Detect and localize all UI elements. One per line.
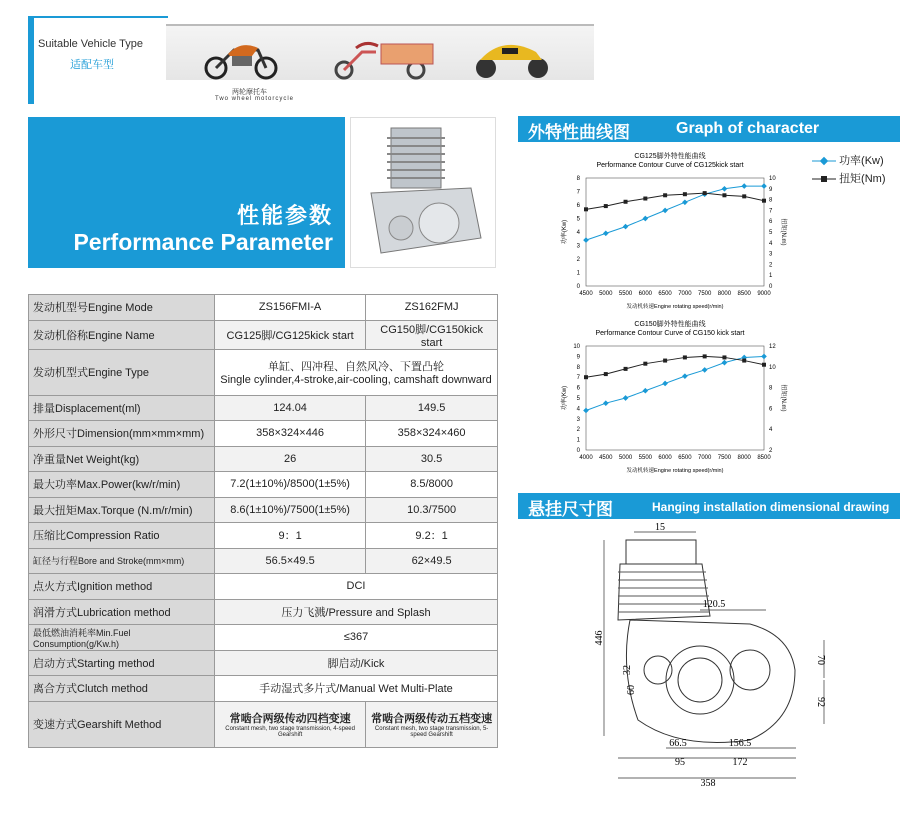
power-point (722, 360, 728, 366)
spec-value-text-en: Constant mesh, two stage transmission, 5-speed Gearshift (374, 726, 489, 738)
chart-subtitle: Performance Contour Curve of CG125kick start (596, 162, 744, 169)
y2-tick-label: 0 (769, 284, 773, 290)
legend-torque-label: 扭矩(Nm) (839, 173, 886, 185)
power-point (643, 388, 649, 394)
spec-value-text: ≤367 (343, 631, 369, 644)
spec-value-text: 8.6(1±10%)/7500(1±5%) (230, 503, 350, 516)
x-tick-label: 4500 (579, 291, 593, 297)
graph-title-cn: 外特性曲线图 (528, 123, 630, 142)
spec-value-b (366, 395, 498, 421)
spec-label: 最低燃油消耗率Min.Fuel Consumption(g/Kw.h) (29, 625, 215, 651)
power-point (682, 199, 688, 205)
banner-title-cn: 性能参数 (236, 203, 333, 228)
dimension-label: 120.5 (702, 599, 726, 610)
y-tick-label: 5 (576, 396, 580, 402)
dimension-label: 15 (655, 522, 665, 533)
spec-label: 排量Displacement(ml) (29, 395, 215, 421)
torque-point (722, 355, 726, 359)
power-point (682, 373, 688, 379)
chart-cg150 (540, 318, 800, 483)
dimension-label: 60 (626, 685, 637, 695)
y2-axis-label: 扭矩(N.m) (780, 218, 786, 246)
spec-value-text: 62×49.5 (411, 554, 452, 567)
spec-value-a (215, 395, 366, 421)
install-title-en: Hanging installation dimensional drawing (652, 500, 890, 514)
install-section-title (518, 493, 900, 519)
x-tick-label: 5000 (599, 291, 613, 297)
vehicle-caption-cn: 两轮摩托车 (232, 89, 267, 96)
chart-subtitle: Performance Contour Curve of CG150 kick start (595, 330, 745, 337)
accent-line (28, 16, 168, 18)
graph-title-en: Graph of character (676, 120, 820, 137)
y-tick-label: 5 (576, 216, 580, 223)
spec-value-text: 常啮合两级传动五档变速 (371, 713, 493, 725)
spec-row (29, 650, 498, 676)
chart-title: CG125脚外特性能曲线 (634, 153, 706, 160)
torque-point (762, 363, 766, 367)
power-point (741, 183, 747, 189)
spec-value-text: 8.5/8000 (410, 478, 454, 491)
x-axis-label: 发动机转速Engine rotating speed(r/min) (626, 304, 724, 310)
spec-value-text: 149.5 (417, 401, 446, 414)
spec-value-text: 56.5×49.5 (265, 554, 315, 567)
torque-point (683, 192, 687, 196)
torque-point (703, 354, 707, 358)
dimension-label: 66.5 (669, 738, 687, 749)
spec-value-b (366, 295, 498, 321)
legend-power (812, 152, 886, 170)
spec-value-b (366, 472, 498, 498)
torque-point (742, 194, 746, 198)
y2-tick-label: 2 (769, 262, 773, 269)
vehicle-images (166, 26, 594, 82)
y2-axis-label: 扭矩(N.m) (780, 384, 786, 412)
spec-value-text: 7.2(1±10%)/8500(1±5%) (230, 478, 350, 491)
x-tick-label: 5500 (638, 455, 653, 461)
power-point (623, 224, 629, 230)
x-tick-label: 5500 (618, 291, 633, 297)
motorcycle-image (206, 45, 276, 78)
power-point (583, 237, 589, 243)
series-line-torque (586, 356, 764, 377)
dimension-label: 70 (815, 655, 826, 665)
spec-value-a (215, 295, 366, 321)
spec-value-b (366, 320, 498, 349)
torque-point (722, 193, 726, 197)
spec-value-text: 9：1 (278, 530, 302, 543)
torque-point (604, 204, 608, 208)
y2-tick-label: 6 (769, 219, 773, 226)
y2-tick-label: 9 (769, 186, 773, 193)
spec-label: 发动机型号Engine Mode (29, 295, 215, 321)
y-tick-label: 1 (576, 437, 580, 444)
spec-value-b (366, 548, 498, 574)
y-tick-label: 0 (576, 284, 580, 290)
dimension-label: 92 (815, 697, 826, 707)
y-axis-label: 功率(Kw) (562, 219, 568, 245)
torque-point (643, 197, 647, 201)
spec-row (29, 497, 498, 523)
torque-point (624, 367, 628, 371)
spec-label: 压缩比Compression Ratio (29, 523, 215, 549)
y2-tick-label: 5 (769, 230, 773, 236)
x-tick-label: 8000 (737, 455, 751, 461)
spec-value-text: 30.5 (420, 452, 443, 465)
power-point (583, 408, 589, 414)
spec-label: 发动机型式Engine Type (29, 349, 215, 395)
y-axis-label: 功率(Kw) (562, 385, 568, 411)
x-tick-label: 4500 (599, 455, 613, 461)
power-point (603, 231, 609, 237)
y-tick-label: 2 (576, 257, 580, 263)
spec-row (29, 548, 498, 574)
power-point (643, 216, 649, 222)
x-tick-label: 5000 (618, 455, 633, 461)
power-point (623, 395, 629, 401)
y2-tick-label: 4 (769, 240, 773, 247)
x-tick-label: 4000 (579, 455, 593, 461)
spec-value-text: 单缸、四冲程、自然风冷、下置凸轮 (268, 361, 444, 373)
spec-value-text: 压力飞溅/Pressure and Splash (281, 606, 431, 619)
torque-point (584, 207, 588, 211)
spec-label: 发动机俗称Engine Name (29, 320, 215, 349)
spec-value-a (215, 320, 366, 349)
spec-value-b (366, 421, 498, 447)
y-tick-label: 7 (576, 189, 580, 196)
spec-value (215, 650, 498, 676)
dimension-label: 358 (700, 778, 716, 789)
engine-image (351, 118, 497, 269)
spec-value-text: ZS156FMI-A (258, 301, 322, 314)
torque-point (604, 372, 608, 376)
y-tick-label: 0 (576, 448, 580, 454)
chart-cg125 (540, 150, 800, 317)
spec-value-a (215, 446, 366, 472)
spec-row (29, 676, 498, 702)
x-tick-label: 6000 (658, 455, 672, 461)
spec-label: 最大功率Max.Power(kw/r/min) (29, 472, 215, 498)
spec-value-text: ZS162FMJ (404, 301, 459, 314)
torque-point (683, 355, 687, 359)
spec-value-text: 10.3/7500 (407, 503, 457, 516)
vehicle-caption-en: Two wheel motorcycle (215, 96, 295, 102)
spec-value-text: DCI (346, 580, 366, 593)
spec-value-text-en: Single cylinder,4-stroke,air-cooling, camshaft downward (220, 374, 492, 386)
spec-row (29, 421, 498, 447)
x-tick-label: 8500 (737, 291, 751, 297)
power-point (662, 208, 668, 214)
spec-value-text: CG150脚/CG150kick start (380, 323, 483, 349)
performance-banner (28, 117, 345, 268)
y2-tick-label: 1 (769, 273, 773, 280)
graph-legend (812, 152, 886, 188)
spec-value (215, 676, 498, 702)
y2-tick-label: 2 (769, 448, 773, 454)
spec-value (215, 599, 498, 625)
chart-title: CG150脚外特性能曲线 (634, 321, 706, 328)
spec-value-text: 358×324×460 (397, 427, 466, 440)
y-tick-label: 8 (576, 176, 580, 182)
torque-point (643, 362, 647, 366)
y-tick-label: 9 (576, 354, 580, 361)
y2-tick-label: 8 (769, 197, 773, 204)
torque-point (762, 199, 766, 203)
plot-frame (586, 178, 764, 286)
spec-label: 润滑方式Lubrication method (29, 599, 215, 625)
spec-row (29, 574, 498, 600)
spec-row (29, 472, 498, 498)
x-tick-label: 7000 (678, 291, 692, 297)
spec-value-text: 脚启动/Kick (327, 657, 385, 670)
torque-point (624, 200, 628, 204)
legend-power-label: 功率(Kw) (839, 155, 884, 167)
torque-point (742, 359, 746, 363)
spec-label: 变速方式Gearshift Method (29, 701, 215, 747)
spec-label: 净重量Net Weight(kg) (29, 446, 215, 472)
spec-value-b (366, 701, 498, 747)
y2-tick-label: 3 (769, 251, 773, 258)
spec-table (28, 294, 498, 748)
power-point (603, 400, 609, 406)
spec-value-b (366, 523, 498, 549)
atv-image (476, 45, 548, 78)
y-tick-label: 3 (576, 243, 580, 250)
suitable-vehicle-label-cn: 适配车型 (70, 59, 114, 71)
spec-row (29, 446, 498, 472)
y2-tick-label: 8 (769, 385, 773, 392)
dimension-label: 446 (594, 630, 605, 646)
spec-label: 离合方式Clutch method (29, 676, 215, 702)
spec-value-text: 358×324×446 (256, 427, 325, 440)
spec-label: 点火方式Ignition method (29, 574, 215, 600)
x-tick-label: 7500 (717, 455, 732, 461)
y-tick-label: 3 (576, 416, 580, 423)
y-tick-label: 8 (576, 364, 580, 371)
y-tick-label: 6 (576, 203, 580, 209)
x-tick-label: 8000 (717, 291, 732, 297)
graph-section-title (518, 116, 900, 142)
y-tick-label: 7 (576, 375, 580, 382)
spec-label: 启动方式Starting method (29, 650, 215, 676)
spec-row (29, 295, 498, 321)
y2-tick-label: 4 (769, 427, 773, 434)
power-point (761, 354, 767, 360)
spec-value-text: 124.04 (273, 401, 307, 414)
spec-value-text: 手动湿式多片式/Manual Wet Multi-Plate (259, 683, 453, 696)
y-tick-label: 2 (576, 427, 580, 434)
installation-drawing (590, 520, 830, 795)
spec-value-b (366, 446, 498, 472)
torque-point (663, 359, 667, 363)
power-point (761, 183, 767, 189)
install-title-cn: 悬挂尺寸图 (528, 500, 613, 519)
dimension-label: 156.5 (728, 738, 752, 749)
dimension-label: 95 (675, 757, 685, 768)
spec-value-a (215, 523, 366, 549)
spec-label: 外形尺寸Dimension(mm×mm×mm) (29, 421, 215, 447)
dimension-label: 32 (622, 665, 633, 675)
torque-point (703, 191, 707, 195)
spec-row (29, 320, 498, 349)
series-line-power (586, 356, 764, 410)
spec-value-a (215, 497, 366, 523)
x-tick-label: 6500 (658, 291, 672, 297)
spec-value-text: CG125脚/CG125kick start (226, 329, 354, 342)
spec-value-text: 常啮合两级传动四档变速 (229, 713, 351, 725)
x-tick-label: 8500 (757, 455, 771, 461)
spec-row (29, 349, 498, 395)
spec-row (29, 395, 498, 421)
spec-value-a (215, 421, 366, 447)
suitable-vehicle-label: Suitable Vehicle Type (38, 38, 143, 50)
torque-point (663, 193, 667, 197)
legend-torque (812, 170, 886, 188)
y2-tick-label: 6 (769, 406, 773, 413)
x-axis-label: 发动机转速Engine rotating speed(r/min) (626, 468, 724, 474)
y2-tick-label: 7 (769, 208, 773, 215)
y2-tick-label: 12 (769, 344, 776, 350)
x-tick-label: 9000 (757, 291, 771, 297)
spec-value-b (366, 497, 498, 523)
tricycle-image (336, 43, 433, 78)
banner-title-en: Performance Parameter (73, 229, 333, 255)
x-tick-label: 7000 (697, 455, 712, 461)
spec-value-a (215, 701, 366, 747)
y-tick-label: 10 (573, 344, 580, 350)
dimension-label: 172 (732, 757, 748, 768)
y2-tick-label: 10 (769, 176, 776, 182)
spec-value-a (215, 472, 366, 498)
series-line-power (586, 186, 764, 240)
spec-row (29, 599, 498, 625)
plot-frame (586, 346, 764, 450)
engine-photo (350, 117, 496, 268)
y2-tick-label: 10 (769, 364, 776, 371)
spec-value (215, 349, 498, 395)
legend-power-marker (812, 156, 836, 166)
vehicle-strip (166, 24, 594, 80)
spec-label: 缸径与行程Bore and Stroke(mm×mm) (29, 548, 215, 574)
y-tick-label: 1 (576, 270, 580, 277)
spec-value-text-en: Constant mesh, two stage transmission, 4-speed Gearshift (225, 726, 355, 738)
x-tick-label: 6500 (678, 455, 692, 461)
spec-row (29, 625, 498, 651)
power-point (702, 367, 708, 373)
spec-value (215, 574, 498, 600)
y-tick-label: 4 (576, 230, 580, 236)
spec-value-text: 9.2：1 (415, 530, 448, 543)
power-point (722, 186, 728, 192)
y-tick-label: 4 (576, 406, 580, 413)
spec-value-text: 26 (283, 452, 297, 465)
legend-torque-marker (812, 174, 836, 184)
spec-value-a (215, 548, 366, 574)
x-tick-label: 6000 (638, 291, 653, 297)
spec-value (215, 625, 498, 651)
engine-outline (618, 540, 795, 743)
spec-row (29, 701, 498, 747)
x-tick-label: 7500 (697, 291, 712, 297)
y-tick-label: 6 (576, 385, 580, 392)
power-point (662, 381, 668, 387)
torque-point (584, 375, 588, 379)
accent-bar (28, 16, 34, 104)
spec-row (29, 523, 498, 549)
spec-label: 最大扭矩Max.Torque (N.m/r/min) (29, 497, 215, 523)
